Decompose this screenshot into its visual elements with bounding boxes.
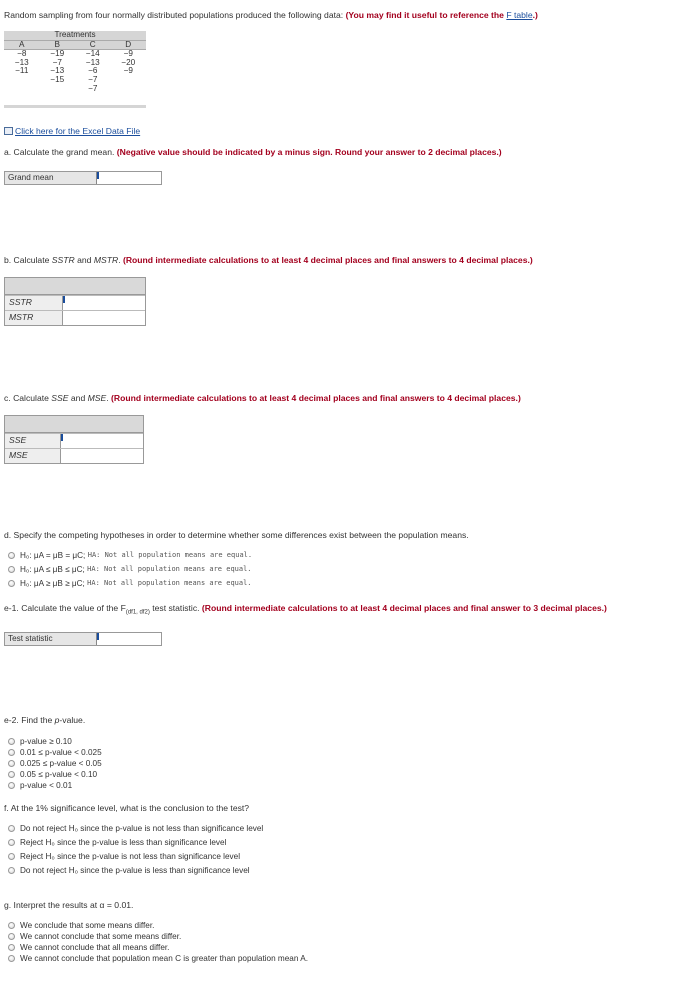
- interpret-option[interactable]: We cannot conclude that all means differ.: [8, 943, 169, 952]
- question-f: f. At the 1% significance level, what is the conclusion to the test?: [4, 803, 250, 813]
- col-header: A: [4, 40, 40, 50]
- conclusion-option[interactable]: Do not reject H₀ since the p-value is less than significance level: [8, 866, 250, 875]
- col-header: C: [75, 40, 111, 50]
- table-header: [5, 416, 143, 433]
- col-header: D: [111, 40, 147, 50]
- data-table: [4, 31, 146, 93]
- mstr-row: MSTR: [5, 310, 145, 325]
- radio-button[interactable]: [8, 552, 15, 559]
- intro-note: (You may find it useful to reference the F table.): [345, 10, 538, 20]
- radio-button[interactable]: [8, 782, 15, 789]
- question-c: c. Calculate SSE and MSE. (Round intermediate calculations to at least 4 decimal places and final answers to 4 decimal places.): [4, 393, 521, 403]
- sse-input[interactable]: [61, 434, 143, 448]
- test-statistic-row: [4, 632, 162, 646]
- interpret-option[interactable]: We cannot conclude that population mean C is greater than population mean A.: [8, 954, 308, 963]
- hypothesis-option[interactable]: H₀: μA = μB = μC; HA: Not all population means are equal.: [8, 550, 252, 560]
- radio-button[interactable]: [8, 825, 15, 832]
- conclusion-option[interactable]: Do not reject H₀ since the p-value is not less than significance level: [8, 824, 263, 833]
- mse-row: MSE: [5, 448, 143, 463]
- radio-button[interactable]: [8, 922, 15, 929]
- test-statistic-input[interactable]: [97, 633, 161, 645]
- interpret-option[interactable]: We cannot conclude that some means differ.: [8, 932, 181, 941]
- sse-row: SSE: [5, 433, 143, 448]
- pvalue-option[interactable]: 0.01 ≤ p-value < 0.025: [8, 748, 102, 757]
- excel-file-icon: [4, 127, 13, 135]
- mse-input[interactable]: [61, 449, 143, 463]
- pvalue-option[interactable]: 0.025 ≤ p-value < 0.05: [8, 759, 102, 768]
- radio-button[interactable]: [8, 760, 15, 767]
- pvalue-option[interactable]: p-value < 0.01: [8, 781, 72, 790]
- radio-button[interactable]: [8, 933, 15, 940]
- conclusion-option[interactable]: Reject H₀ since the p-value is not less than significance level: [8, 852, 240, 861]
- table-row: −13 −7 −13 −20: [14, 57, 136, 67]
- radio-button[interactable]: [8, 738, 15, 745]
- grand-mean-input[interactable]: [97, 172, 161, 184]
- excel-link[interactable]: Click here for the Excel Data File: [15, 126, 141, 136]
- radio-button[interactable]: [8, 867, 15, 874]
- interpret-option[interactable]: We conclude that some means differ.: [8, 921, 154, 930]
- table-header: [5, 278, 145, 295]
- excel-link-row[interactable]: [4, 126, 140, 136]
- question-e1: e-1. Calculate the value of the $F_{(df1, df2)}$ test statistic. (Round intermediate calculations to at least 4 decimal places and final answer to 3 decimal places.): [4, 603, 607, 616]
- pvalue-option[interactable]: p-value ≥ 0.10: [8, 737, 72, 746]
- radio-button[interactable]: [8, 771, 15, 778]
- table-row: −11 −13 −6 −9: [15, 66, 133, 76]
- f-table-link[interactable]: F table: [506, 10, 533, 20]
- radio-button[interactable]: [8, 566, 15, 573]
- question-d: d. Specify the competing hypotheses in order to determine whether some differences exist between the population means.: [4, 530, 469, 540]
- hypothesis-option[interactable]: H₀: μA ≤ μB ≤ μC; HA: Not all population means are equal.: [8, 564, 252, 574]
- radio-button[interactable]: [8, 580, 15, 587]
- table-row: −8 −19 −14 −9: [17, 49, 133, 59]
- hypothesis-option[interactable]: H₀: μA ≥ μB ≥ μC; HA: Not all population means are equal.: [8, 578, 252, 588]
- col-header: B: [40, 40, 76, 50]
- table-footer-bar: [4, 105, 146, 108]
- radio-button[interactable]: [8, 839, 15, 846]
- conclusion-option[interactable]: Reject H₀ since the p-value is less than significance level: [8, 838, 226, 847]
- question-b: b. Calculate SSTR and MSTR. (Round intermediate calculations to at least 4 decimal places and final answers to 4 decimal places.): [4, 255, 533, 265]
- grand-mean-row: [4, 171, 162, 185]
- radio-button[interactable]: [8, 749, 15, 756]
- pvalue-option[interactable]: 0.05 ≤ p-value < 0.10: [8, 770, 97, 779]
- sstr-input[interactable]: [63, 296, 145, 310]
- radio-button[interactable]: [8, 944, 15, 951]
- question-g: g. Interpret the results at α = 0.01.: [4, 900, 134, 910]
- table-row: −7: [88, 83, 98, 93]
- question-e2: e-2. Find the p-value.: [4, 715, 86, 725]
- question-a: a. Calculate the grand mean. (Negative value should be indicated by a minus sign. Round your answer to 2 decimal places.): [4, 147, 502, 157]
- sstr-row: SSTR: [5, 295, 145, 310]
- grand-mean-label: Grand mean: [5, 172, 97, 184]
- sse-mse-table: [4, 415, 144, 464]
- table-row: −15 −7: [50, 74, 98, 84]
- intro-text: Random sampling from four normally distributed populations produced the following data: (You may find it useful to reference the F table.): [4, 10, 538, 20]
- radio-button[interactable]: [8, 853, 15, 860]
- test-statistic-label: Test statistic: [5, 633, 97, 645]
- treatments-header: Treatments: [4, 31, 146, 40]
- radio-button[interactable]: [8, 955, 15, 962]
- sstr-mstr-table: [4, 277, 146, 326]
- mstr-input[interactable]: [63, 311, 145, 325]
